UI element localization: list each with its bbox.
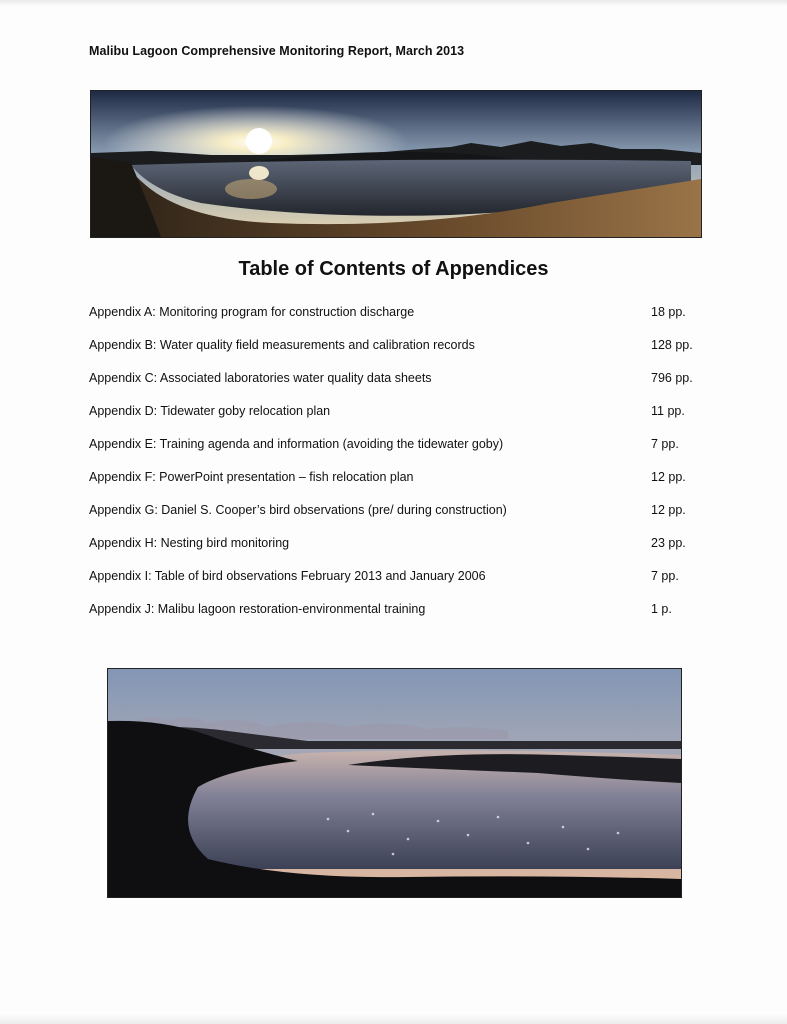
toc-item-pages: 128 pp. — [651, 338, 693, 352]
lagoon-sunrise-panorama-image — [90, 90, 702, 238]
toc-item-label: Appendix F: PowerPoint presentation – fish relocation plan — [89, 470, 414, 484]
toc-item — [89, 335, 709, 368]
toc-item-label: Appendix B: Water quality field measurements and calibration records — [89, 338, 475, 352]
toc-item — [89, 401, 709, 434]
toc-item — [89, 368, 709, 401]
toc-item — [89, 566, 709, 599]
page-bottom-edge — [0, 1014, 787, 1024]
toc-item — [89, 434, 709, 467]
lagoon-dusk-image — [107, 668, 682, 898]
page-top-edge — [0, 0, 787, 6]
toc-item — [89, 500, 709, 533]
toc-item-pages: 23 pp. — [651, 536, 686, 550]
toc-item-pages: 11 pp. — [651, 404, 685, 418]
toc-list — [89, 302, 709, 632]
toc-item-label: Appendix I: Table of bird observations February 2013 and January 2006 — [89, 569, 486, 583]
toc-item — [89, 533, 709, 566]
toc-item-pages: 12 pp. — [651, 470, 686, 484]
toc-item-pages: 7 pp. — [651, 569, 679, 583]
toc-item — [89, 302, 709, 335]
toc-item-label: Appendix J: Malibu lagoon restoration-environmental training — [89, 602, 426, 616]
toc-title: Table of Contents of Appendices — [238, 258, 549, 280]
toc-item-pages: 12 pp. — [651, 503, 686, 517]
toc-item-pages: 18 pp. — [651, 305, 686, 319]
toc-item-label: Appendix A: Monitoring program for construction discharge — [89, 305, 415, 319]
report-header-title: Malibu Lagoon Comprehensive Monitoring Report, March 2013 — [89, 44, 465, 58]
toc-item-pages: 7 pp. — [651, 437, 679, 451]
toc-item-label: Appendix G: Daniel S. Cooper’s bird observations (pre/ during construction) — [89, 503, 507, 517]
toc-item — [89, 467, 709, 500]
toc-item-label: Appendix C: Associated laboratories water quality data sheets — [89, 371, 432, 385]
toc-item-pages: 796 pp. — [651, 371, 693, 385]
toc-item-label: Appendix D: Tidewater goby relocation plan — [89, 404, 331, 418]
toc-item-label: Appendix E: Training agenda and information (avoiding the tidewater goby) — [89, 437, 504, 451]
toc-item — [89, 599, 709, 632]
toc-item-label: Appendix H: Nesting bird monitoring — [89, 536, 290, 550]
toc-item-pages: 1 p. — [651, 602, 672, 616]
